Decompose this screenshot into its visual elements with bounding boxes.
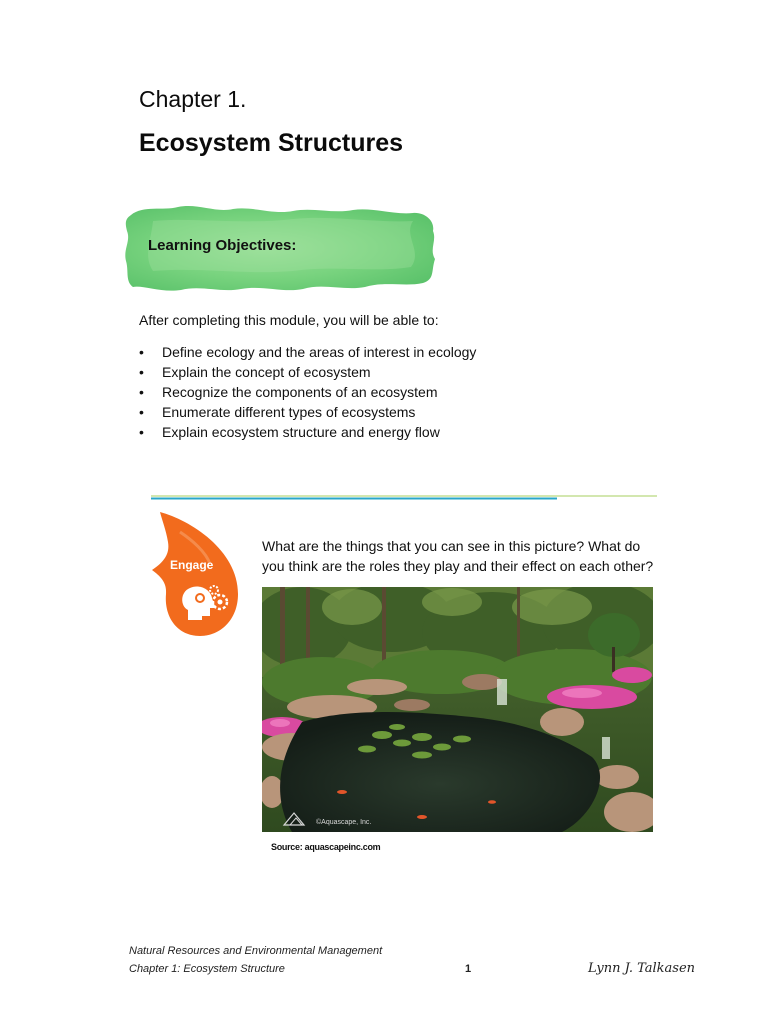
question-line-2: you think are the roles they play and their effect on each other? xyxy=(262,558,654,574)
objectives-intro: After completing this module, you will be able to: xyxy=(139,312,439,328)
page-number: 1 xyxy=(465,963,472,975)
engage-badge xyxy=(150,510,242,638)
chapter-number: Chapter 1. xyxy=(139,86,247,112)
engage-label: Engage xyxy=(170,558,214,572)
footer-course: Natural Resources and Environmental Management xyxy=(129,945,383,957)
list-item: • Recognize the components of an ecosystem xyxy=(139,382,476,402)
photo-watermark: ©Aquascape, Inc. xyxy=(316,819,372,826)
chapter-title: Ecosystem Structures xyxy=(139,129,404,157)
list-item: • Enumerate different types of ecosystems xyxy=(139,402,476,422)
footer-author: Lynn J. Talkasen xyxy=(588,961,696,976)
objectives-list xyxy=(139,342,476,442)
list-item: • Explain the concept of ecosystem xyxy=(139,362,476,382)
list-item: • Define ecology and the areas of interest in ecology xyxy=(139,342,476,362)
learning-objectives-label: Learning Objectives: xyxy=(148,237,297,254)
engage-question xyxy=(262,536,692,576)
list-item: • Explain ecosystem structure and energy flow xyxy=(139,422,476,442)
section-divider xyxy=(151,495,657,500)
photo-source: Source: aquascapeinc.com xyxy=(271,842,381,852)
footer-chapter: Chapter 1: Ecosystem Structure xyxy=(129,963,285,975)
question-line-1: What are the things that you can see in this picture? What do xyxy=(262,538,641,554)
pond-photo xyxy=(262,587,653,832)
